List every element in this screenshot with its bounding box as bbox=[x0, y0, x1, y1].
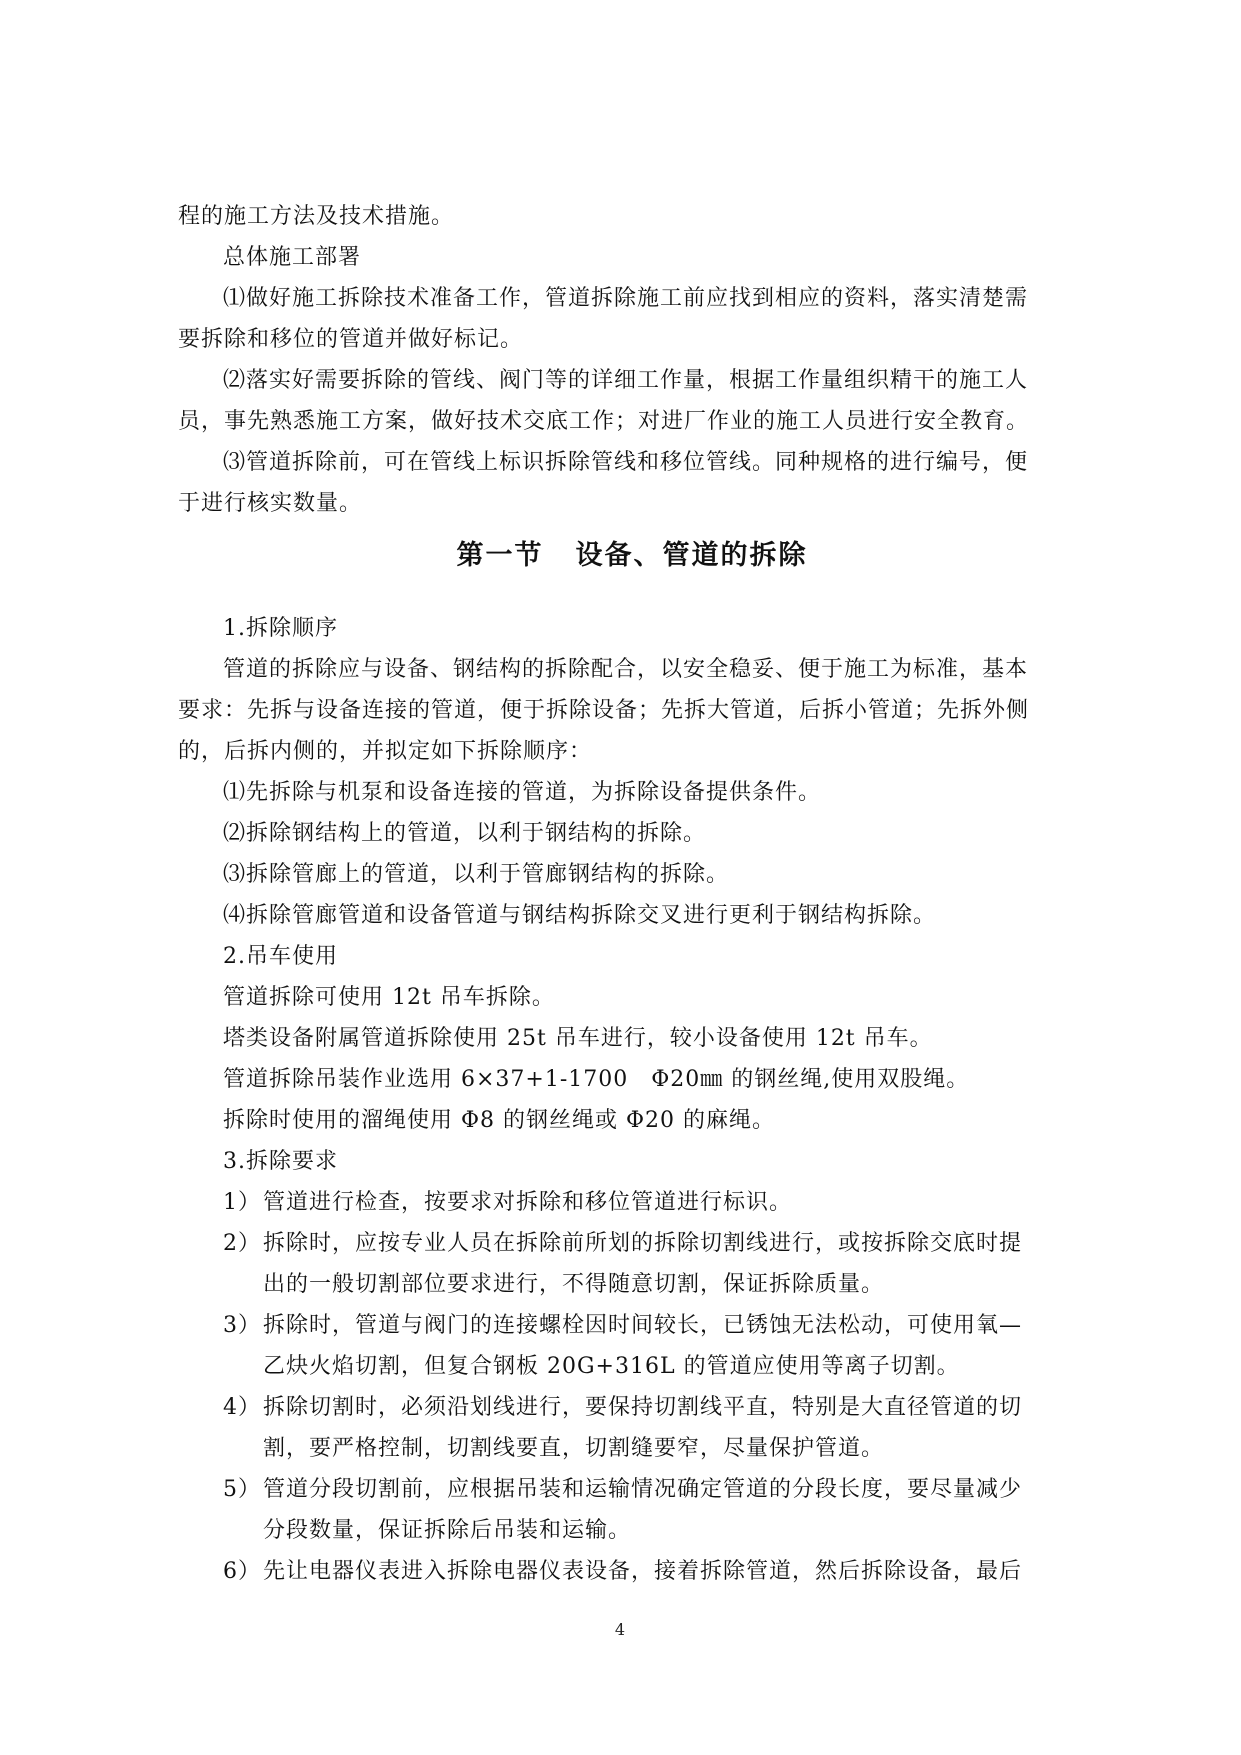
subsection-title-2: 2.吊车使用 bbox=[223, 944, 338, 969]
subsection-title-3: 3.拆除要求 bbox=[223, 1149, 338, 1174]
requirement-number: 6） bbox=[223, 1559, 261, 1584]
requirement-text: 管道进行检查，按要求对拆除和移位管道进行标识。 bbox=[263, 1190, 793, 1215]
crane-line-4: 拆除时使用的溜绳使用 Φ8 的钢丝绳或 Φ20 的麻绳。 bbox=[223, 1108, 776, 1133]
requirement-number: 3） bbox=[223, 1313, 261, 1338]
requirement-text: 先让电器仪表进入拆除电器仪表设备，接着拆除管道，然后拆除设备，最后 bbox=[263, 1559, 1023, 1584]
requirement-number: 1） bbox=[223, 1190, 261, 1215]
requirement-item-2-cont: 出的一般切割部位要求进行，不得随意切割，保证拆除质量。 bbox=[263, 1272, 885, 1297]
subsection-title-1: 1.拆除顺序 bbox=[223, 616, 338, 641]
requirement-item-4 bbox=[178, 1387, 1086, 1428]
deployment-item-3-cont: 于进行核实数量。 bbox=[178, 491, 363, 516]
requirement-item-2 bbox=[178, 1223, 1086, 1264]
section-title: 设备、管道的拆除 bbox=[575, 540, 808, 571]
requirement-number: 2） bbox=[223, 1231, 261, 1256]
order-item-1: ⑴先拆除与机泵和设备连接的管道，为拆除设备提供条件。 bbox=[223, 780, 822, 805]
crane-line-3: 管道拆除吊装作业选用 6×37+1-1700 Φ20㎜ 的钢丝绳,使用双股绳。 bbox=[223, 1067, 970, 1092]
requirement-item-4-cont: 割，要严格控制，切割线要直，切割缝要窄，尽量保护管道。 bbox=[263, 1436, 885, 1461]
requirement-number: 4） bbox=[223, 1395, 261, 1420]
paragraph-continued: 程的施工方法及技术措施。 bbox=[178, 204, 455, 229]
requirement-item-6 bbox=[178, 1551, 1086, 1592]
deployment-title: 总体施工部署 bbox=[223, 245, 362, 270]
order-paragraph-cont-1: 要求：先拆与设备连接的管道，便于拆除设备；先拆大管道，后拆小管道；先拆外侧 bbox=[178, 698, 1030, 723]
deployment-item-1-cont: 要拆除和移位的管道并做好标记。 bbox=[178, 327, 524, 352]
order-item-2: ⑵拆除钢结构上的管道，以利于钢结构的拆除。 bbox=[223, 821, 707, 846]
section-heading bbox=[178, 534, 1086, 578]
requirement-item-3-cont: 乙炔火焰切割，但复合钢板 20G+316L 的管道应使用等离子切割。 bbox=[263, 1354, 960, 1379]
requirement-number: 5） bbox=[223, 1477, 261, 1502]
page-body bbox=[178, 196, 1086, 1592]
requirement-item-1 bbox=[178, 1182, 1086, 1223]
requirement-text: 拆除时，管道与阀门的连接螺栓因时间较长，已锈蚀无法松动，可使用氧— bbox=[263, 1313, 1023, 1338]
order-item-3: ⑶拆除管廊上的管道，以利于管廊钢结构的拆除。 bbox=[223, 862, 730, 887]
requirement-text: 拆除时，应按专业人员在拆除前所划的拆除切割线进行，或按拆除交底时提 bbox=[263, 1231, 1023, 1256]
crane-line-2: 塔类设备附属管道拆除使用 25t 吊车进行，较小设备使用 12t 吊车。 bbox=[223, 1026, 933, 1051]
order-item-4: ⑷拆除管廊管道和设备管道与钢结构拆除交叉进行更利于钢结构拆除。 bbox=[223, 903, 937, 928]
requirement-text: 管道分段切割前，应根据吊装和运输情况确定管道的分段长度，要尽量减少 bbox=[263, 1477, 1023, 1502]
deployment-item-2: ⑵落实好需要拆除的管线、阀门等的详细工作量，根据工作量组织精干的施工人 bbox=[223, 368, 1029, 393]
deployment-item-1: ⑴做好施工拆除技术准备工作，管道拆除施工前应找到相应的资料，落实清楚需 bbox=[223, 286, 1029, 311]
heading-spacer bbox=[178, 578, 1086, 608]
deployment-item-2-cont: 员，事先熟悉施工方案，做好技术交底工作；对进厂作业的施工人员进行安全教育。 bbox=[178, 409, 1030, 434]
deployment-item-3: ⑶管道拆除前，可在管线上标识拆除管线和移位管线。同种规格的进行编号，便 bbox=[223, 450, 1029, 475]
order-paragraph-cont-2: 的，后拆内侧的，并拟定如下拆除顺序： bbox=[178, 739, 593, 764]
requirement-item-5-cont: 分段数量，保证拆除后吊装和运输。 bbox=[263, 1518, 632, 1543]
requirement-text: 拆除切割时，必须沿划线进行，要保持切割线平直，特别是大直径管道的切 bbox=[263, 1395, 1023, 1420]
page-number: 4 bbox=[614, 1620, 627, 1639]
requirement-item-3 bbox=[178, 1305, 1086, 1346]
crane-line-1: 管道拆除可使用 12t 吊车拆除。 bbox=[223, 985, 555, 1010]
requirement-item-5 bbox=[178, 1469, 1086, 1510]
order-paragraph: 管道的拆除应与设备、钢结构的拆除配合，以安全稳妥、便于施工为标准，基本 bbox=[223, 657, 1029, 682]
section-label: 第一节 bbox=[456, 540, 544, 571]
